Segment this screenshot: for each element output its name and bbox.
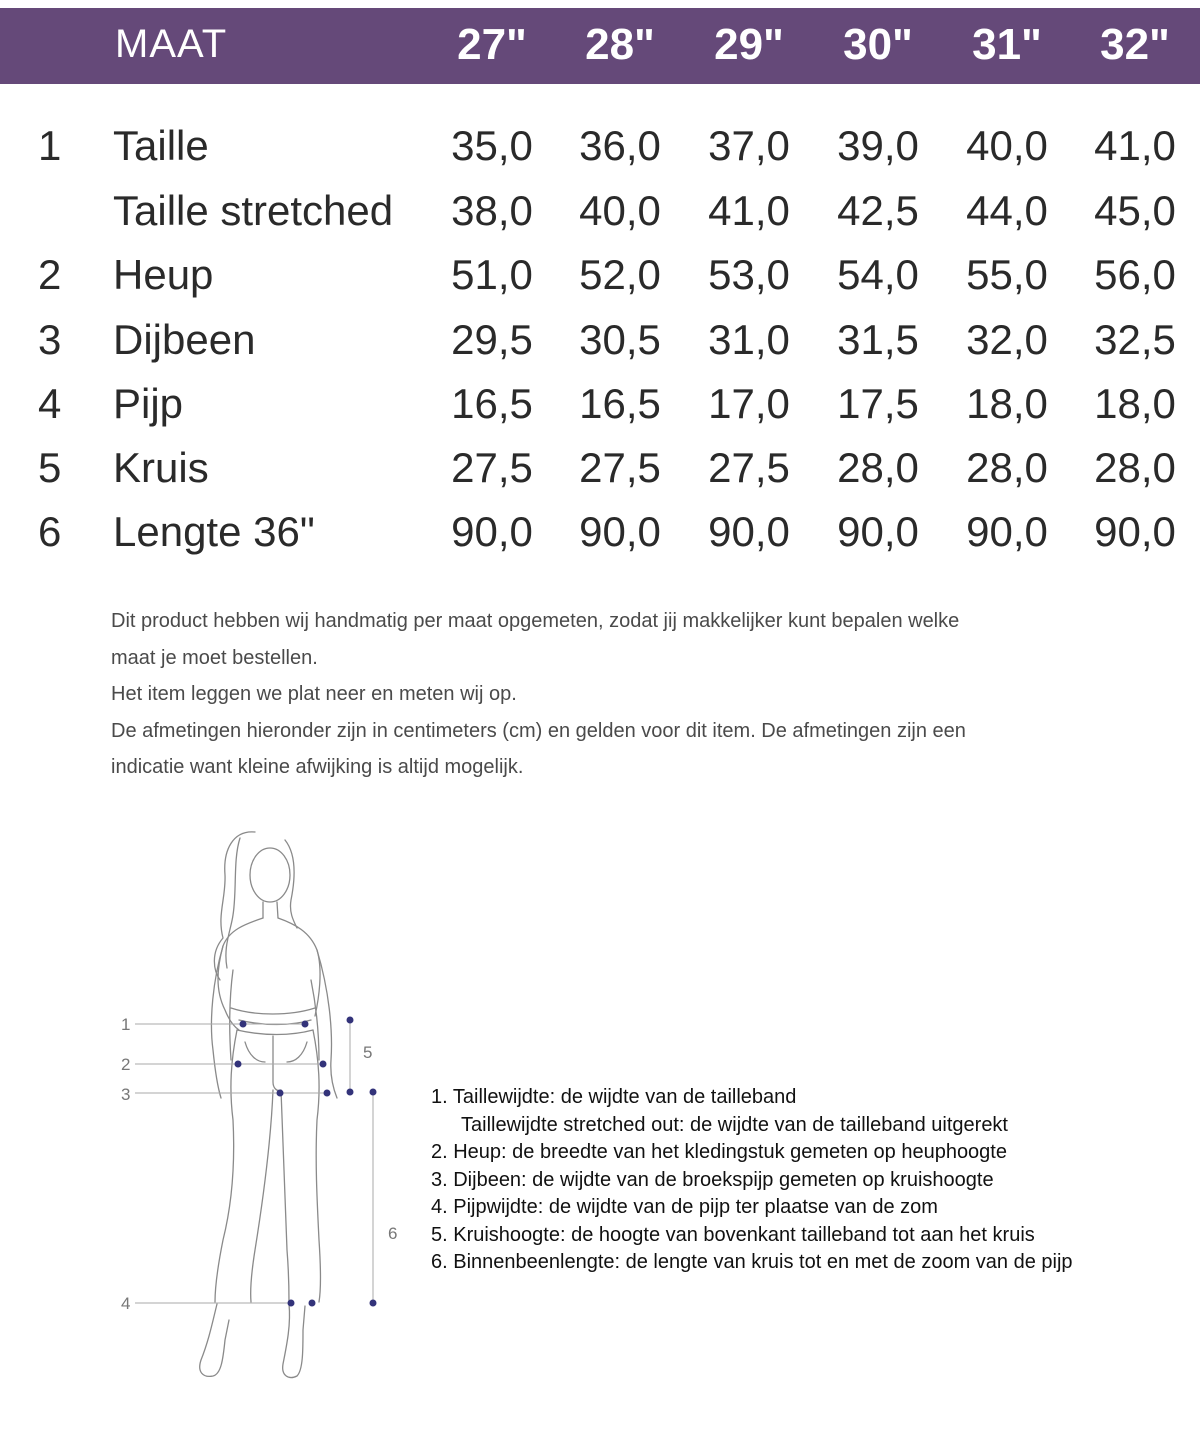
cell-value: 28,0 (837, 444, 919, 491)
marker-dot (288, 1300, 295, 1307)
size-header-27: 27" (457, 20, 527, 69)
cell-value: 18,0 (1094, 380, 1176, 427)
size-header-30: 30" (843, 20, 913, 69)
cell-value: 17,5 (837, 380, 919, 427)
cell-value: 32,0 (966, 316, 1048, 363)
cell-value: 37,0 (708, 122, 790, 169)
cell-value: 90,0 (837, 508, 919, 555)
marker-label-3: 3 (121, 1085, 131, 1104)
legend-item-6: 6. Binnenbeenlengte: de lengte van kruis tot en met de zoom van de pijp (431, 1251, 1073, 1273)
measurement-legend (431, 1084, 1191, 1277)
figure-arm-left (211, 946, 223, 1098)
row-label: Pijp (113, 380, 184, 427)
marker-dot (240, 1021, 247, 1028)
cell-value: 28,0 (966, 444, 1048, 491)
measurement-description (111, 603, 1091, 786)
cell-value: 56,0 (1094, 251, 1176, 298)
size-table-header (0, 8, 1200, 84)
cell-value: 45,0 (1094, 187, 1176, 234)
description-line: Het item leggen we plat neer en meten wij op. (111, 683, 517, 705)
marker-label-1: 1 (121, 1015, 131, 1034)
cell-value: 35,0 (451, 122, 533, 169)
row-number: 4 (38, 380, 62, 427)
cell-value: 90,0 (451, 508, 533, 555)
figure-top-hem (231, 1008, 315, 1014)
marker-dot (320, 1061, 327, 1068)
row-number: 6 (38, 508, 62, 555)
row-label: Taille (113, 122, 209, 169)
figure-shoe-right (283, 1304, 305, 1378)
figure-waistband (237, 1020, 313, 1035)
cell-value: 36,0 (579, 122, 661, 169)
figure-hair-right (285, 840, 297, 928)
cell-value: 29,5 (451, 316, 533, 363)
row-label: Kruis (113, 444, 209, 491)
marker-label-5: 5 (363, 1043, 373, 1062)
cell-value: 52,0 (579, 251, 661, 298)
cell-value: 54,0 (837, 251, 919, 298)
table-row-kruis (0, 444, 1200, 508)
marker-dot (277, 1090, 284, 1097)
figure-fly (273, 1036, 281, 1091)
legend-item-1-stretched: Taillewijdte stretched out: de wijdte van de tailleband uitgerekt (461, 1113, 1008, 1136)
size-header-31: 31" (972, 20, 1042, 69)
figure-jeans-left (215, 1030, 237, 1302)
cell-value: 40,0 (579, 187, 661, 234)
cell-value: 32,5 (1094, 316, 1176, 363)
cell-value: 42,5 (837, 187, 919, 234)
figure-hair-inner (226, 838, 240, 968)
figure-neck (263, 902, 278, 918)
figure-jeans-right (313, 1030, 321, 1302)
row-label: Dijbeen (113, 316, 256, 363)
description-line: maat je moet bestellen. (111, 646, 318, 669)
table-row-lengte (0, 508, 1200, 572)
description-line: indicatie want kleine afwijking is altijd mogelijk. (111, 756, 524, 778)
cell-value: 39,0 (837, 122, 919, 169)
cell-value: 16,5 (451, 380, 533, 427)
row-number: 3 (38, 316, 62, 363)
cell-value: 41,0 (1094, 122, 1176, 169)
table-row-pijp (0, 380, 1200, 444)
cell-value: 90,0 (579, 508, 661, 555)
description-line: Dit product hebben wij handmatig per maat opgemeten, zodat jij makkelijker kunt bepalen welke (111, 610, 960, 632)
legend-item-1: 1. Taillewijdte: de wijdte van de tailleband (431, 1086, 797, 1108)
legend-item-3: 3. Dijbeen: de wijdte van de broekspijp gemeten op kruishoogte (431, 1168, 994, 1191)
row-number: 5 (38, 444, 62, 491)
marker-label-6: 6 (388, 1224, 398, 1243)
cell-value: 18,0 (966, 380, 1048, 427)
figure-shoe-left (200, 1304, 229, 1376)
cell-value: 38,0 (451, 187, 533, 234)
cell-value: 41,0 (708, 187, 790, 234)
cell-value: 44,0 (966, 187, 1048, 234)
marker-dot (370, 1300, 377, 1307)
maat-label: MAAT (115, 22, 228, 66)
cell-value: 53,0 (708, 251, 790, 298)
cell-value: 51,0 (451, 251, 533, 298)
marker-dot (370, 1089, 377, 1096)
legend-item-5: 5. Kruishoogte: de hoogte van bovenkant tailleband tot aan het kruis (431, 1223, 1035, 1246)
table-row-dijbeen (0, 316, 1200, 380)
cell-value: 17,0 (708, 380, 790, 427)
cell-value: 16,5 (579, 380, 661, 427)
figure-jeans-inner-left (251, 1090, 273, 1302)
figure-pocket-right (287, 1042, 307, 1062)
cell-value: 31,5 (837, 316, 919, 363)
row-label: Lengte 36" (113, 508, 315, 555)
marker-label-4: 4 (121, 1294, 131, 1313)
table-row-taille (0, 122, 1200, 186)
row-label: Taille stretched (113, 187, 394, 234)
figure-torso-right (278, 918, 320, 1016)
size-header-32: 32" (1100, 20, 1170, 69)
cell-value: 31,0 (708, 316, 790, 363)
cell-value: 90,0 (966, 508, 1048, 555)
cell-value: 27,5 (708, 444, 790, 491)
size-header-28: 28" (585, 20, 655, 69)
figure-head (250, 848, 290, 902)
legend-item-2: 2. Heup: de breedte van het kledingstuk gemeten op heuphoogte (431, 1141, 1007, 1163)
figure-pocket-left (245, 1042, 265, 1062)
marker-dot (235, 1061, 242, 1068)
cell-value: 40,0 (966, 122, 1048, 169)
marker-dot (309, 1300, 316, 1307)
row-number: 1 (38, 122, 62, 169)
figure-arm-right-inner (311, 980, 319, 1060)
marker-label-2: 2 (121, 1055, 131, 1074)
row-number: 2 (38, 251, 62, 298)
marker-dot (302, 1021, 309, 1028)
cell-value: 27,5 (451, 444, 533, 491)
cell-value: 90,0 (1094, 508, 1176, 555)
row-label: Heup (113, 251, 214, 298)
cell-value: 90,0 (708, 508, 790, 555)
cell-value: 27,5 (579, 444, 661, 491)
measurement-figure-illustration (105, 820, 415, 1400)
description-line: De afmetingen hieronder zijn in centimeters (cm) en gelden voor dit item. De afmetingen zijn een (111, 719, 966, 742)
figure-jeans-inner-right (281, 1090, 289, 1302)
marker-dot (324, 1090, 331, 1097)
marker-dot (347, 1089, 354, 1096)
marker-dot (347, 1017, 354, 1024)
legend-item-4: 4. Pijpwijdte: de wijdte van de pijp ter plaatse van de zom (431, 1196, 938, 1218)
cell-value: 30,5 (579, 316, 661, 363)
size-header-29: 29" (714, 20, 784, 69)
cell-value: 55,0 (966, 251, 1048, 298)
table-row-taille-stretched (0, 187, 1200, 251)
table-row-heup (0, 251, 1200, 315)
figure-arm-left-inner (230, 970, 233, 1060)
cell-value: 28,0 (1094, 444, 1176, 491)
